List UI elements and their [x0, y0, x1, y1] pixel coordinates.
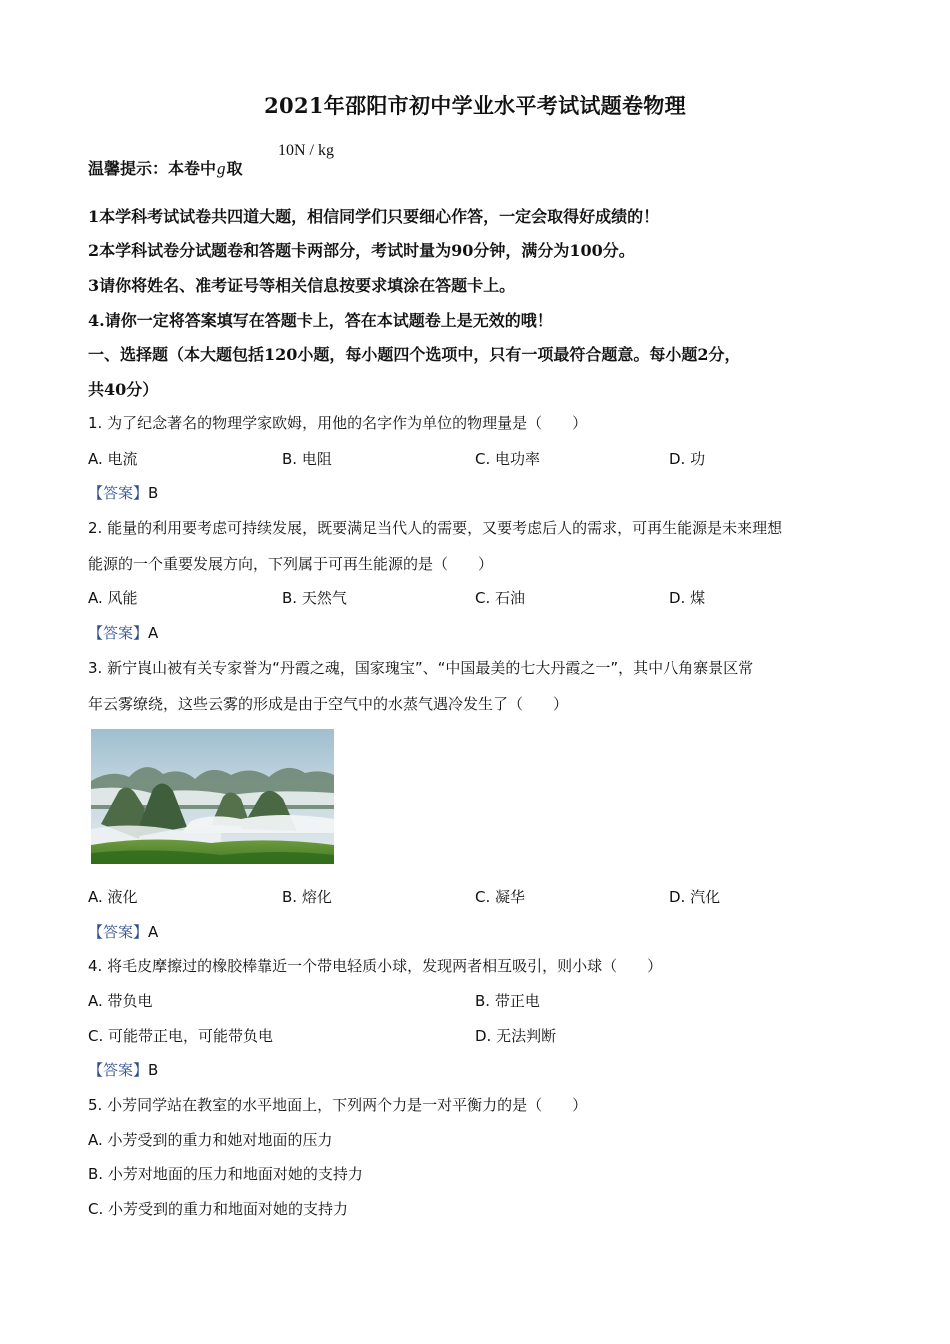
- hint-line: [88, 156, 243, 179]
- answer-value: A: [148, 923, 159, 941]
- hint-label: 温馨提示：本卷中: [88, 159, 217, 178]
- note-1: 1本学科考试试卷共四道大题，相信同学们只要细心作答，一定会取得好成绩的！: [88, 207, 660, 226]
- question-3-stem-line1: 3. 新宁崀山被有关专家誉为“丹霞之魂，国家瑰宝”、“中国最美的七大丹霞之一”，其中八角寨景区常: [88, 659, 754, 677]
- question-2-option-a: A. 风能: [88, 589, 138, 607]
- question-4-stem: 4. 将毛皮摩擦过的橡胶棒靠近一个带电轻质小球，发现两者相互吸引，则小球（ ）: [88, 957, 663, 975]
- question-1-option-d: D. 功: [669, 450, 706, 468]
- question-1-option-a: A. 电流: [88, 450, 138, 468]
- g-symbol: g: [217, 159, 226, 178]
- question-5-option-c: C. 小芳受到的重力和地面对她的支持力: [88, 1200, 349, 1218]
- question-3-option-b: B. 熔化: [282, 888, 332, 906]
- question-2-option-c: C. 石油: [475, 589, 526, 607]
- note-3: 3请你将姓名、准考证号等相关信息按要求填涂在答题卡上。: [88, 276, 516, 295]
- question-5-option-b: B. 小芳对地面的压力和地面对她的支持力: [88, 1165, 363, 1183]
- answer-label: 【答案】: [88, 1061, 149, 1079]
- question-1-stem: 1. 为了纪念著名的物理学家欧姆，用他的名字作为单位的物理量是（ ）: [88, 414, 588, 432]
- question-4-option-d: D. 无法判断: [475, 1027, 557, 1045]
- question-1-option-c: C. 电功率: [475, 450, 541, 468]
- question-2-stem-line1: 2. 能量的利用要考虑可持续发展，既要满足当代人的需要，又要考虑后人的需求，可再生能源是未来理想: [88, 519, 783, 537]
- question-5-stem: 5. 小芳同学站在教室的水平地面上，下列两个力是一对平衡力的是（ ）: [88, 1096, 588, 1114]
- section-heading-line2: 共40分）: [88, 380, 159, 399]
- question-3-option-a: A. 液化: [88, 888, 138, 906]
- note-4: 4.请你一定将答案填写在答题卡上，答在本试题卷上是无效的哦！: [88, 311, 553, 330]
- question-2-option-d: D. 煤: [669, 589, 706, 607]
- question-3-option-d: D. 汽化: [669, 888, 721, 906]
- danxia-mountain-photo: [91, 729, 334, 864]
- question-4-option-c: C. 可能带正电，可能带负电: [88, 1027, 274, 1045]
- question-1-answer: [88, 482, 158, 503]
- answer-label: 【答案】: [88, 624, 149, 642]
- question-4-answer: [88, 1059, 158, 1080]
- note-2: 2本学科试卷分试题卷和答题卡两部分，考试时量为90分钟，满分为100分。: [88, 241, 635, 260]
- question-2-stem-line2: 能源的一个重要发展方向，下列属于可再生能源的是（ ）: [88, 555, 494, 573]
- answer-value: B: [148, 484, 159, 502]
- question-3-stem-line2: 年云雾缭绕，这些云雾的形成是由于空气中的水蒸气遇冷发生了（ ）: [88, 695, 569, 713]
- question-4-option-a: A. 带负电: [88, 992, 153, 1010]
- hint-take: 取: [226, 159, 243, 178]
- answer-label: 【答案】: [88, 923, 149, 941]
- question-5-option-a: A. 小芳受到的重力和她对地面的压力: [88, 1131, 333, 1149]
- answer-label: 【答案】: [88, 484, 149, 502]
- answer-value: A: [148, 624, 159, 642]
- question-4-option-b: B. 带正电: [475, 992, 540, 1010]
- g-value: 10N / kg: [278, 142, 334, 159]
- answer-value: B: [148, 1061, 159, 1079]
- question-2-answer: [88, 622, 158, 643]
- section-heading-line1: 一、选择题（本大题包括120小题，每小题四个选项中，只有一项最符合题意。每小题2分，: [88, 345, 741, 364]
- question-2-option-b: B. 天然气: [282, 589, 347, 607]
- page-title: 2021年邵阳市初中学业水平考试试题卷物理: [264, 93, 686, 118]
- question-1-option-b: B. 电阻: [282, 450, 332, 468]
- question-3-answer: [88, 921, 158, 942]
- question-3-option-c: C. 凝华: [475, 888, 526, 906]
